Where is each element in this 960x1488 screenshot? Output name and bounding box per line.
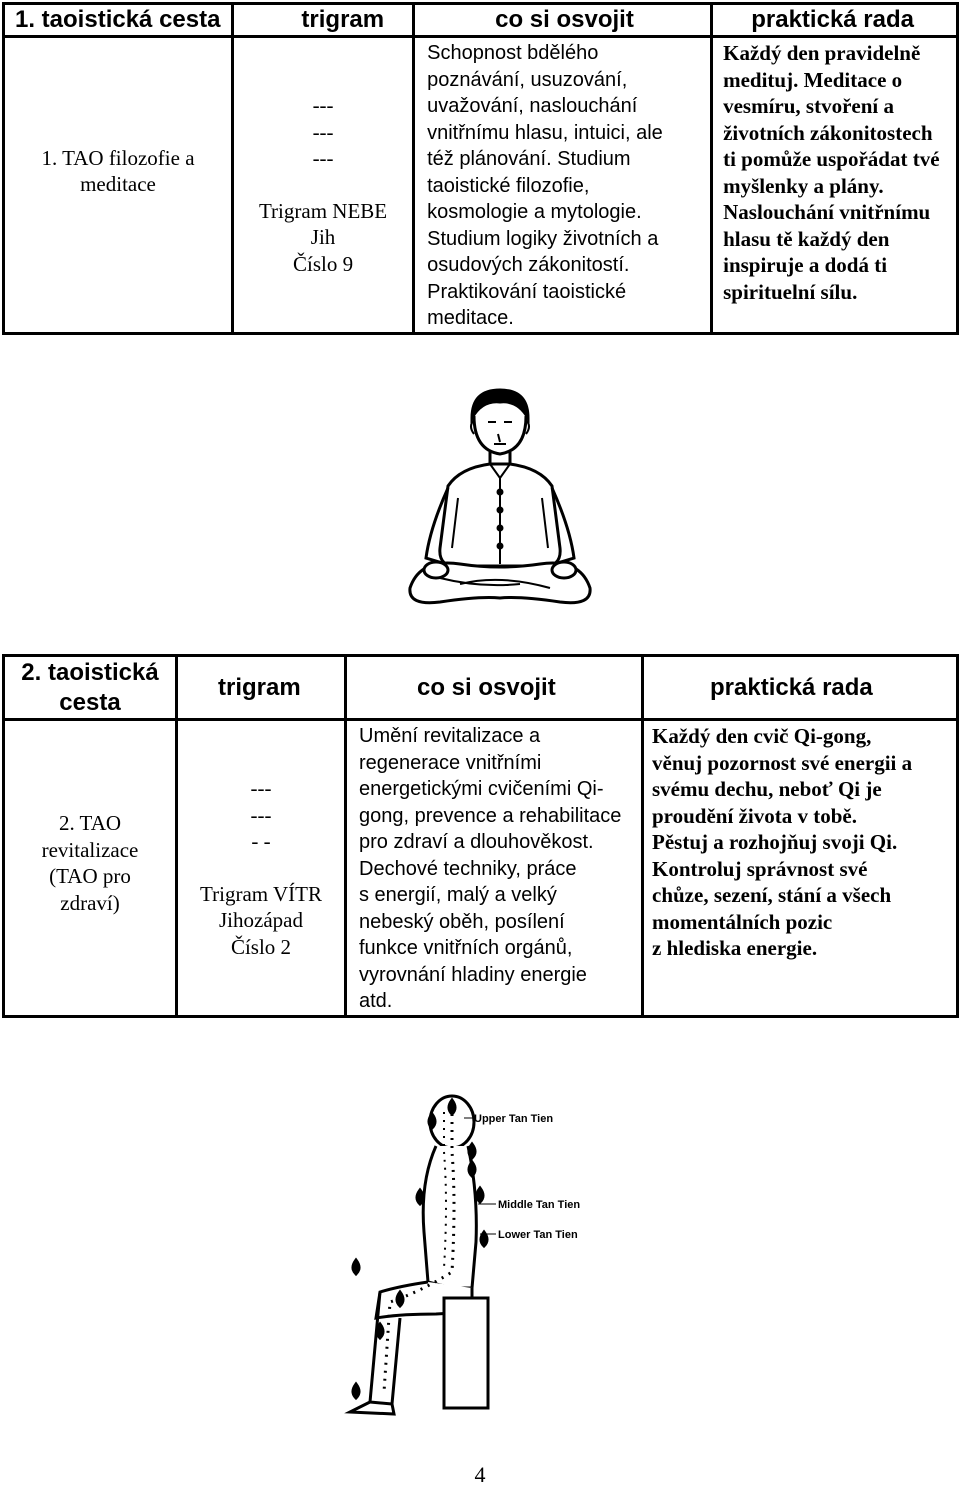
table2-header-learn: co si osvojit	[346, 656, 643, 720]
table1-row	[4, 37, 958, 334]
table2-advice-text: Každý den cvič Qi-gong, věnuj pozornost své energii a svému dechu, neboť Qi je proudění života v tobě. Pěstuj a rozhojňuj svoji Qi. Kontroluj správnost své chůze, sezení, stání a všech momentálních pozic z hlediska energie.	[643, 720, 958, 1017]
label-middle-tan-tien: Middle Tan Tien	[498, 1199, 581, 1211]
table-taoist-path-2	[2, 654, 959, 1018]
label-upper-tan-tien: Upper Tan Tien	[474, 1113, 554, 1125]
table1-header-trigram: trigram	[233, 4, 414, 37]
trigram-name: Trigram VÍTR	[200, 881, 322, 906]
trigram-direction: Jihozápad	[219, 908, 303, 932]
table1-advice-text: Každý den pravidelně medituj. Meditace o vesmíru, stvoření a životních zákonitostech ti pomůže uspořádat tvé myšlenky a plány. Naslouchání vnitřnímu hlasu tě každý den inspiruje a dodá ti spirituelní sílu.	[712, 37, 958, 334]
trigram-name: Trigram NEBE	[258, 198, 388, 223]
trigram-number: Číslo 9	[293, 251, 354, 276]
table1-header-row	[4, 4, 958, 37]
table2-header-advice: praktická rada	[643, 656, 958, 720]
table2-trigram-cell	[177, 720, 346, 1017]
trigram-lines: --- --- ---	[312, 93, 334, 170]
table1-header-learn: co si osvojit	[414, 4, 712, 37]
tan-tien-energy-figure	[340, 1092, 600, 1442]
table1-header-path: 1. taoistická cesta	[4, 4, 233, 37]
trigram-direction: Jih	[310, 225, 336, 249]
table1-learn-text: Schopnost bdělého poznávání, usuzování, uvažování, naslouchání vnitřnímu hlasu, intuici, ale též plánování. Studium taoistické filozofie, kosmologie a mytologie. Studium logiky životních a osudových zákonitostí. Praktikování taoistické meditace.	[414, 37, 712, 334]
meditating-figure-illustration	[400, 388, 600, 610]
label-lower-tan-tien: Lower Tan Tien	[498, 1229, 578, 1241]
table2-learn-text: Umění revitalizace a regenerace vnitřními energetickými cvičeními Qi- gong, prevence a rehabilitace pro zdraví a dlouhověkost. Dechové techniky, práce s energií, malý a velký nebeský oběh, posílení funkce vnitřních orgánů, vyrovnání hladiny energie atd.	[346, 720, 643, 1017]
table1-header-advice: praktická rada	[712, 4, 958, 37]
table-taoist-path-1	[2, 2, 959, 335]
page-number: 4	[474, 1462, 486, 1487]
table2-row	[4, 720, 958, 1017]
table2-header-row	[4, 656, 958, 720]
table1-trigram-cell	[233, 37, 414, 334]
table2-path-name: 2. TAO revitalizace (TAO pro zdraví)	[4, 720, 177, 1017]
trigram-lines: --- --- - -	[250, 776, 272, 853]
table1-path-name: 1. TAO filozofie a meditace	[4, 37, 233, 334]
table2-header-path: 2. taoistická cesta	[4, 656, 177, 720]
trigram-number: Číslo 2	[230, 934, 292, 959]
table2-header-trigram: trigram	[177, 656, 346, 720]
